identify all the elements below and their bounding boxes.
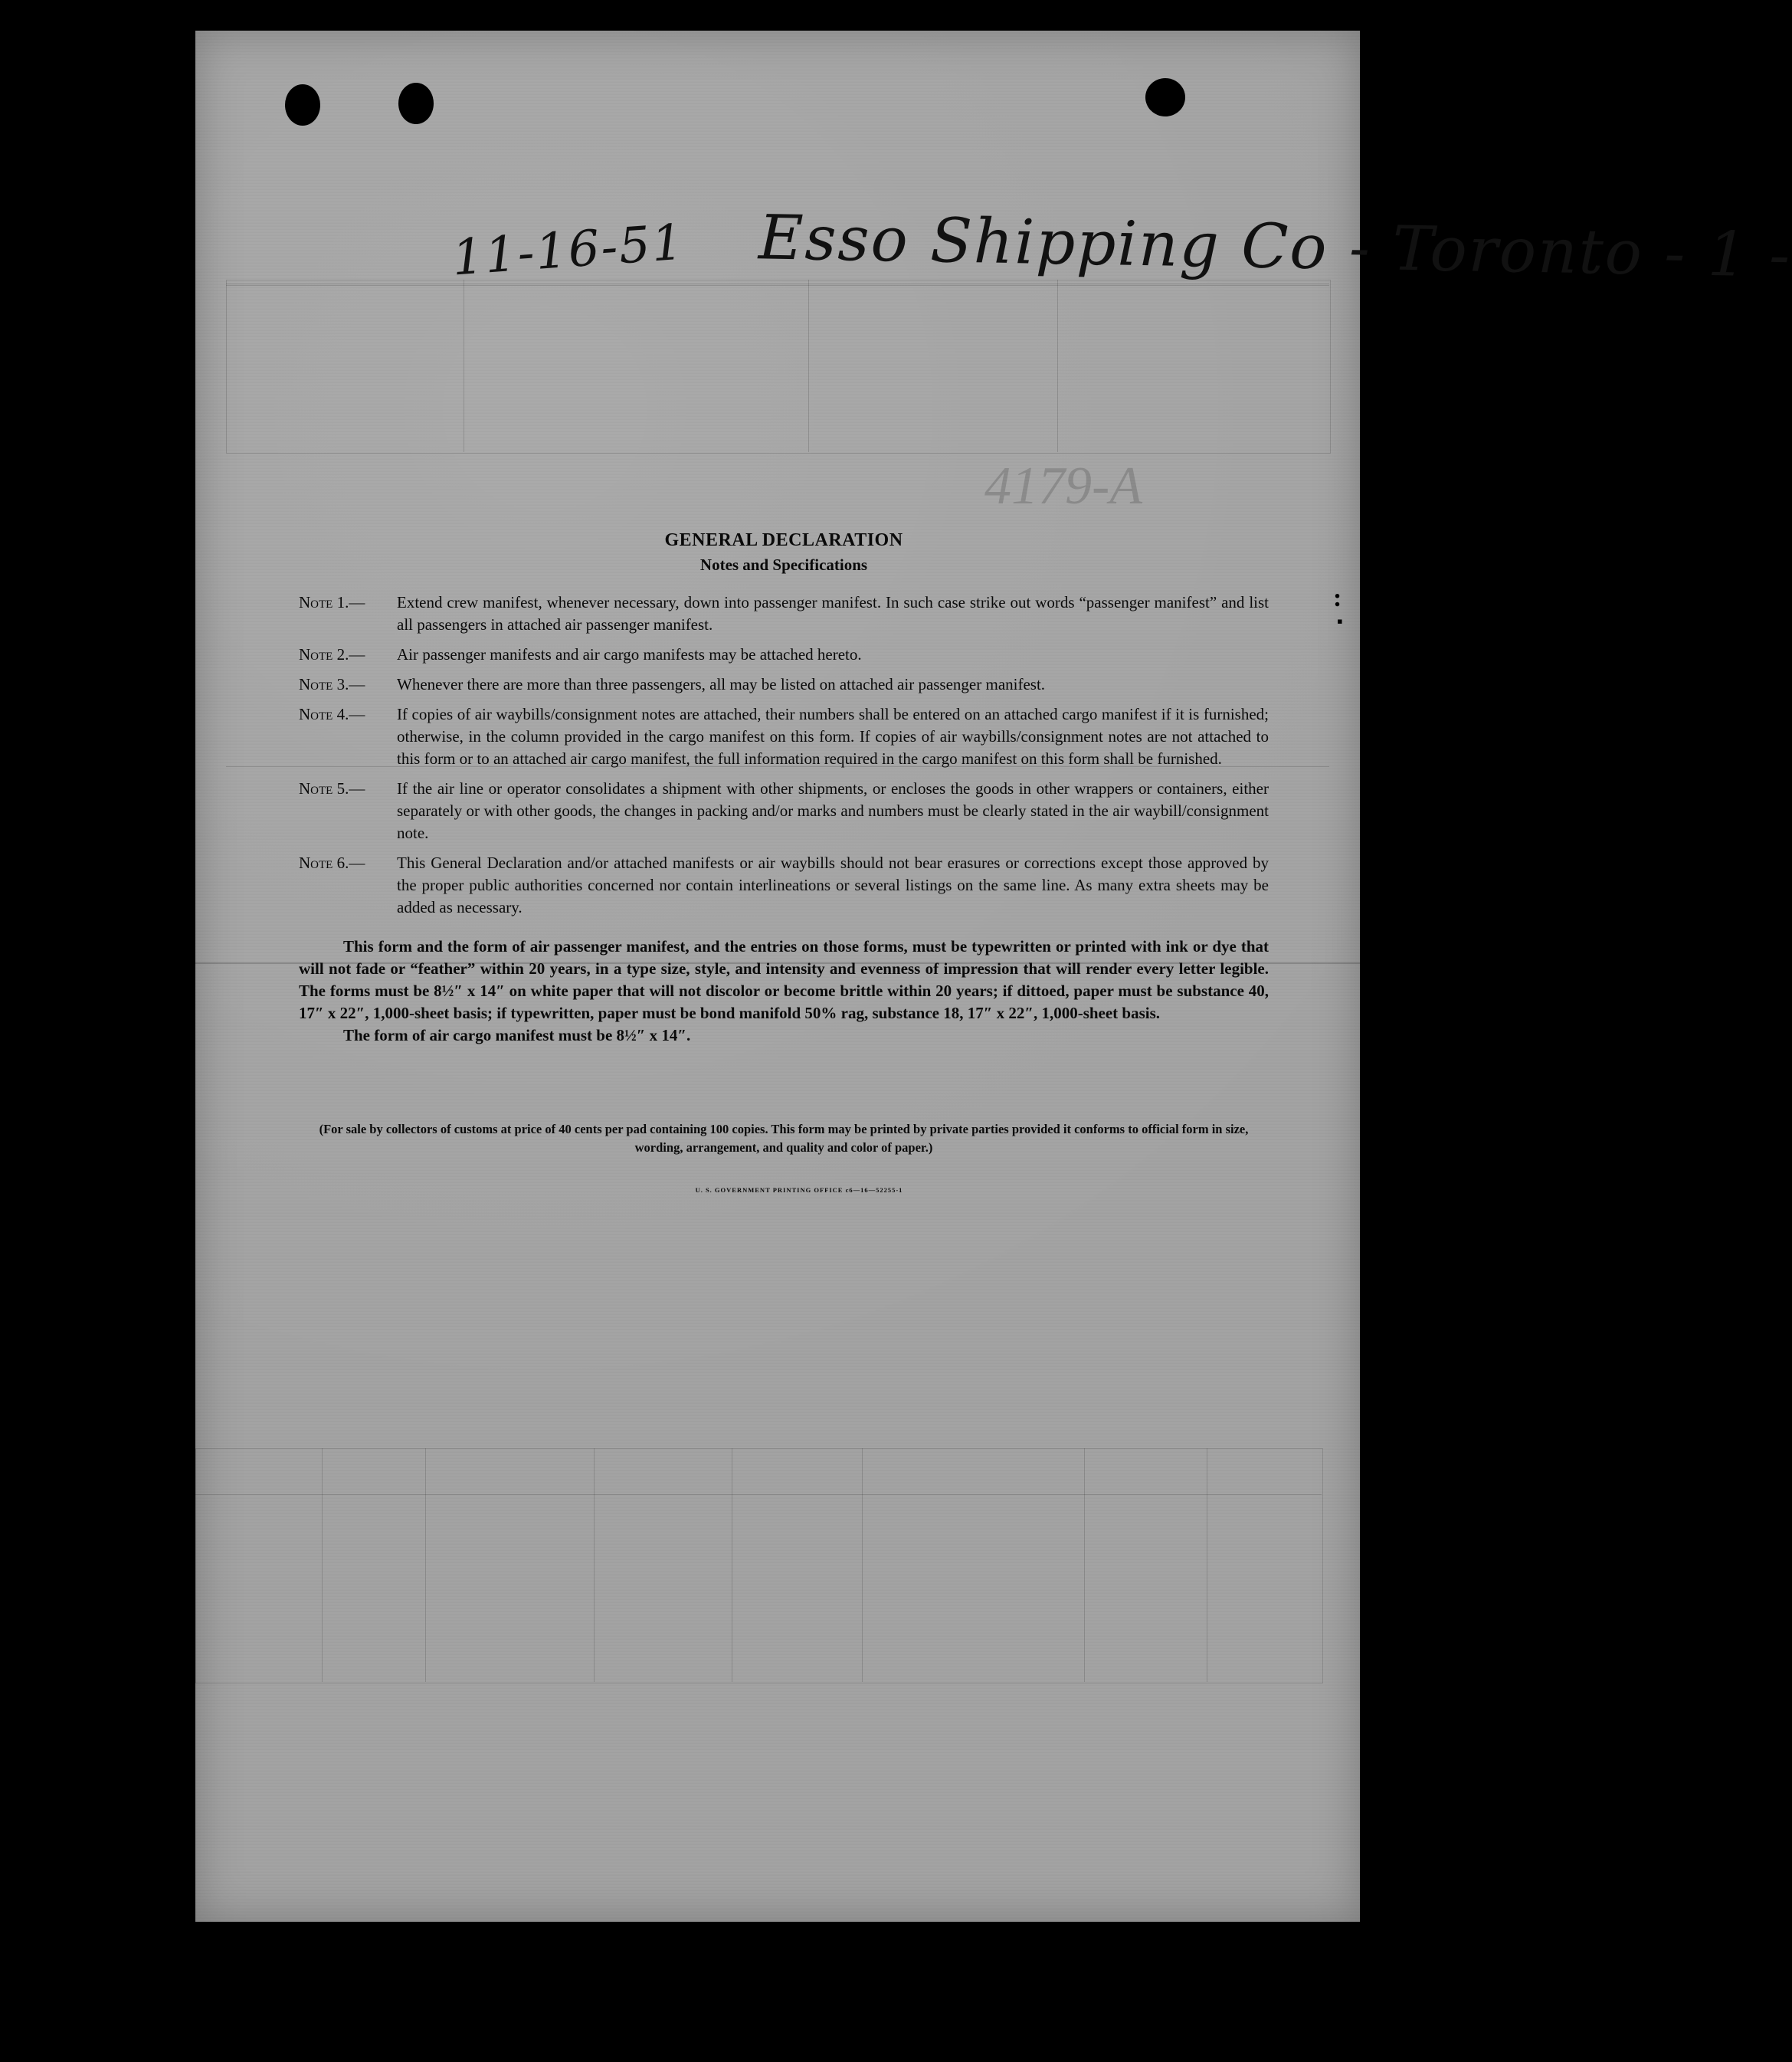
handwritten-company: Esso Shipping Co - Toronto - 1 - bbox=[758, 202, 1792, 291]
bleed-through-line bbox=[594, 1448, 595, 1682]
note-1 bbox=[299, 592, 1269, 636]
bleed-through-line bbox=[862, 1448, 863, 1682]
note-text: This General Declaration and/or attached manifests or air waybills should not bear erasures or corrections except those approved by the proper public authorities concerned nor contain interlineations or several listings on the same line. As many extra sheets may be added as necessary. bbox=[397, 854, 1269, 916]
bleed-through-line bbox=[425, 1448, 426, 1682]
cargo-manifest-size-line: The form of air cargo manifest must be 8½″ x 14″. bbox=[343, 1026, 691, 1044]
notes-title: GENERAL DECLARATION bbox=[664, 530, 903, 550]
note-text: Extend crew manifest, whenever necessary, down into passenger manifest. In such case strike out words “passenger manifest” and list all passengers in attached air passenger manifest. bbox=[397, 593, 1269, 634]
note-label: Note 3.— bbox=[299, 675, 365, 693]
bleed-through-line bbox=[808, 280, 809, 452]
note-label: Note 6.— bbox=[299, 854, 365, 872]
handwritten-date: 11-16-51 bbox=[450, 214, 686, 287]
note-label: Note 1.— bbox=[299, 593, 365, 611]
notes-subtitle: Notes and Specifications bbox=[699, 556, 868, 574]
note-text: Whenever there are more than three passengers, all may be listed on attached air passenger manifest. bbox=[397, 675, 1046, 693]
bleed-through-line bbox=[195, 1494, 1322, 1495]
note-text: Air passenger manifests and air cargo manifests may be attached hereto. bbox=[397, 645, 862, 664]
printing-office-imprint: U. S. GOVERNMENT PRINTING OFFICE c6—16—52255-1 bbox=[695, 1186, 903, 1194]
note-label: Note 4.— bbox=[299, 705, 365, 723]
note-2 bbox=[299, 644, 1269, 666]
notes-section bbox=[299, 530, 1269, 1194]
punch-hole-left bbox=[285, 84, 320, 126]
note-label: Note 2.— bbox=[299, 645, 365, 664]
note-text: If copies of air waybills/consignment notes are attached, their numbers shall be entered on an attached cargo manifest if it is furnished; otherwise, in the column provided in the cargo manifest on this form. If copies of air waybills/consignment notes are not attached to this form or to an attached air cargo manifest, the full information required in the cargo manifest on this form shall be furnished. bbox=[397, 705, 1269, 768]
punch-hole-right bbox=[1145, 78, 1185, 116]
margin-ink-mark: ▪ bbox=[1337, 611, 1343, 631]
form-requirements-paragraph: This form and the form of air passenger manifest, and the entries on those forms, must be typewritten or printed with ink or dye that will not fade or “feather” within 20 years, in a type size, style, and intensity and evenness of impression that will render every letter legible. The forms must be 8½″ x 14″ on white paper that will not discolor or become brittle within 20 years; if dittoed, paper must be substance 40, 17″ x 22″, 1,000-sheet basis; if typewritten, paper must be bond manifold 50% rag, substance 18, 17″ x 22″, 1,000-sheet basis. bbox=[299, 937, 1269, 1022]
margin-ink-mark: : bbox=[1333, 584, 1342, 612]
bleed-through-line bbox=[322, 1448, 323, 1682]
note-4 bbox=[299, 703, 1269, 770]
sale-notice: (For sale by collectors of customs at price of 40 cents per pad containing 100 copies. This form may be printed by private parties provided it conforms to official form in size, wording, arrangement, and quality and color of paper.) bbox=[319, 1122, 1249, 1155]
note-3 bbox=[299, 674, 1269, 696]
note-5 bbox=[299, 778, 1269, 844]
note-6 bbox=[299, 852, 1269, 919]
note-label: Note 5.— bbox=[299, 779, 365, 798]
bleed-through-box bbox=[226, 280, 1331, 454]
bleed-through-box bbox=[195, 1448, 1323, 1683]
note-text: If the air line or operator consolidates a shipment with other shipments, or encloses the goods in other wrappers or containers, either separately or with other goods, the changes in packing and/or marks and numbers must be clearly stated in the air waybill/consignment note. bbox=[397, 779, 1269, 842]
bleed-through-stamp: 4179-A bbox=[984, 457, 1143, 516]
punch-hole-middle bbox=[398, 83, 434, 124]
bleed-through-line bbox=[1057, 280, 1058, 452]
bleed-through-line bbox=[1084, 1448, 1085, 1682]
